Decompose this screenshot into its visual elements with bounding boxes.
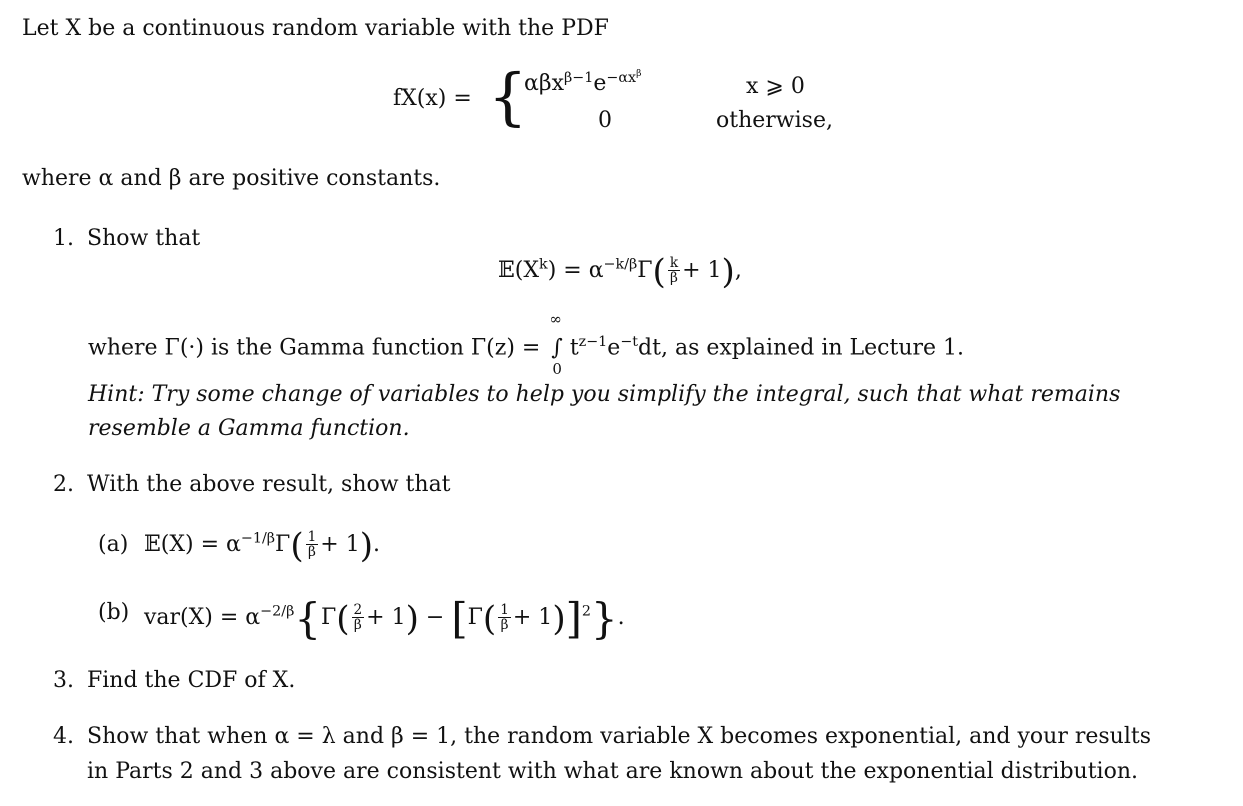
item2a-label: (a): [98, 532, 129, 557]
item3-text: Find the CDF of X.: [87, 668, 296, 693]
item4-line2: in Parts 2 and 3 above are consistent with what are known about the exponential distribution.: [87, 759, 1139, 784]
pdf-case1-expr: $\alpha\beta x^{\beta-1}e^{-\alpha x^\beta}$: [524, 68, 642, 97]
item3-number: 3.: [53, 668, 74, 693]
item1-text: Show that: [87, 226, 201, 251]
item4-line1: Show that when α = λ and β = 1, the random variable X becomes exponential, and your results: [87, 724, 1151, 749]
hint-line1: Hint: Try some change of variables to help you simplify the integral, such that what remains: [88, 382, 1121, 407]
intro-text: Let X be a continuous random variable with the PDF: [22, 16, 609, 41]
gamma-integral: ∞ ∫ $t^{z-1}e^{-t}dt$, 0: [549, 310, 668, 378]
item2b-label: (b): [98, 600, 130, 625]
item2b-formula: $var(X) = \alpha^{-2/\beta}\{\Gamma$( $\frac{2}{\beta}$ + 1) − [Γ( $\frac{1}{\beta}$ + 1)]$^2$}.: [144, 594, 625, 643]
item1-number: 1.: [53, 226, 74, 251]
item1-formula: $𝔼(X^k) = \alpha^{-k/\beta}\Gamma$( $\frac{k}{\beta}$ + 1),: [498, 252, 742, 292]
item2-number: 2.: [53, 472, 74, 497]
pdf-case2-cond: otherwise,: [716, 108, 833, 133]
gamma-suffix: as explained in Lecture 1.: [674, 335, 965, 361]
int-upper: ∞: [549, 310, 562, 328]
gamma-prefix: where Γ(·) is the Gamma function Γ(z) =: [88, 335, 541, 361]
item4-number: 4.: [53, 724, 74, 749]
pdf-lhs: fX(x) =: [393, 86, 472, 111]
pdf-case1-cond: x ⩾ 0: [746, 74, 805, 99]
int-lower: 0: [552, 360, 562, 378]
pdf-brace: {: [488, 60, 528, 133]
item2-text: With the above result, show that: [87, 472, 451, 497]
hint-line2: resemble a Gamma function.: [88, 416, 410, 441]
gamma-definition: [88, 310, 965, 378]
item2a-formula: 𝔼(X) = $\alpha^{-1/\beta}\Gamma$( $\frac{1}{\beta}$ + 1).: [144, 526, 381, 566]
pdf-case2-expr: 0: [598, 108, 612, 133]
where-text: where α and β are positive constants.: [22, 166, 441, 191]
